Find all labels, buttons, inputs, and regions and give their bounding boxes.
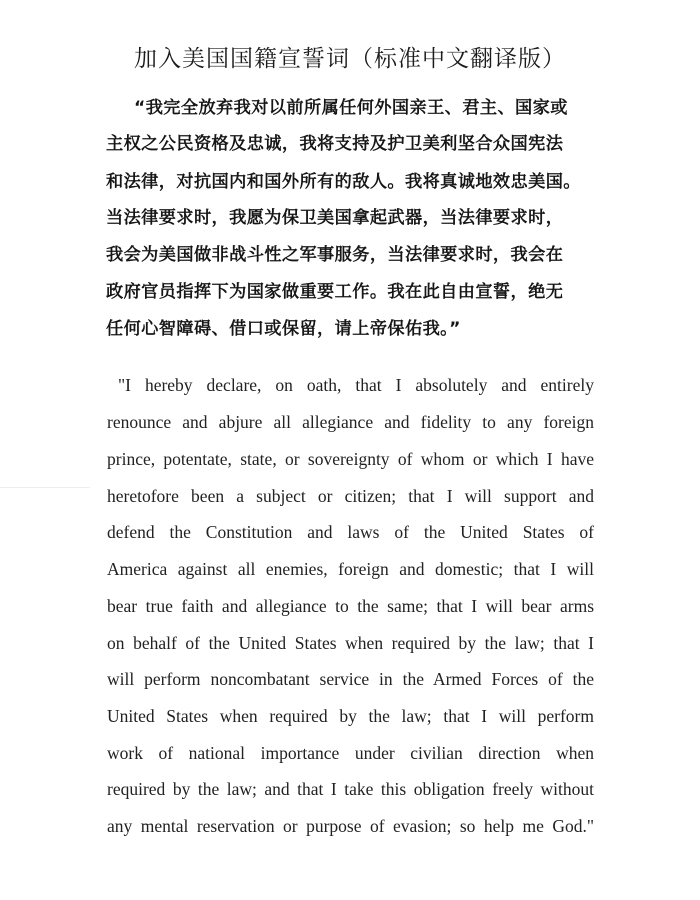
- chinese-oath-line: 政府官员指挥下为国家做重要工作。我在此自由宣誓，绝无: [106, 282, 564, 302]
- english-oath-line: United States when required by the law; that I will perform: [107, 706, 594, 726]
- english-oath-line: required by the law; and that I take this obligation freely without: [107, 779, 594, 799]
- english-oath-line: America against all enemies, foreign and domestic; that I will: [107, 559, 594, 579]
- chinese-oath-line: 当法律要求时，我愿为保卫美国拿起武器，当法律要求时，: [106, 208, 564, 228]
- english-oath-line: any mental reservation or purpose of evasion; so help me God.": [107, 816, 594, 836]
- english-oath-line: work of national importance under civilian direction when: [107, 743, 594, 763]
- english-oath-line: bear true faith and allegiance to the same; that I will bear arms: [107, 596, 594, 616]
- left-edge-divider: [0, 487, 90, 488]
- chinese-oath-line: 主权之公民资格及忠诚，我将支持及护卫美利坚合众国宪法: [106, 134, 564, 154]
- chinese-oath-line: “我完全放弃我对以前所属任何外国亲王、君主、国家或: [134, 98, 568, 118]
- chinese-oath-line: 和法律，对抗国内和国外所有的敌人。我将真诚地效忠美国。: [106, 172, 581, 192]
- chinese-oath-line: 任何心智障碍、借口或保留，请上帝保佑我。”: [106, 319, 461, 339]
- english-oath-line: prince, potentate, state, or sovereignty of whom or which I have: [107, 449, 594, 469]
- english-oath-line: "I hereby declare, on oath, that I absolutely and entirely: [118, 375, 594, 395]
- chinese-oath-line: 我会为美国做非战斗性之军事服务，当法律要求时，我会在: [106, 245, 564, 265]
- english-oath-line: heretofore been a subject or citizen; that I will support and: [107, 486, 594, 506]
- english-oath-line: renounce and abjure all allegiance and fidelity to any foreign: [107, 412, 594, 432]
- english-oath-line: defend the Constitution and laws of the United States of: [107, 522, 594, 542]
- document-title: 加入美国国籍宣誓词（标准中文翻译版）: [134, 46, 566, 72]
- english-oath-line: on behalf of the United States when required by the law; that I: [107, 633, 594, 653]
- english-oath-line: will perform noncombatant service in the Armed Forces of the: [107, 669, 594, 689]
